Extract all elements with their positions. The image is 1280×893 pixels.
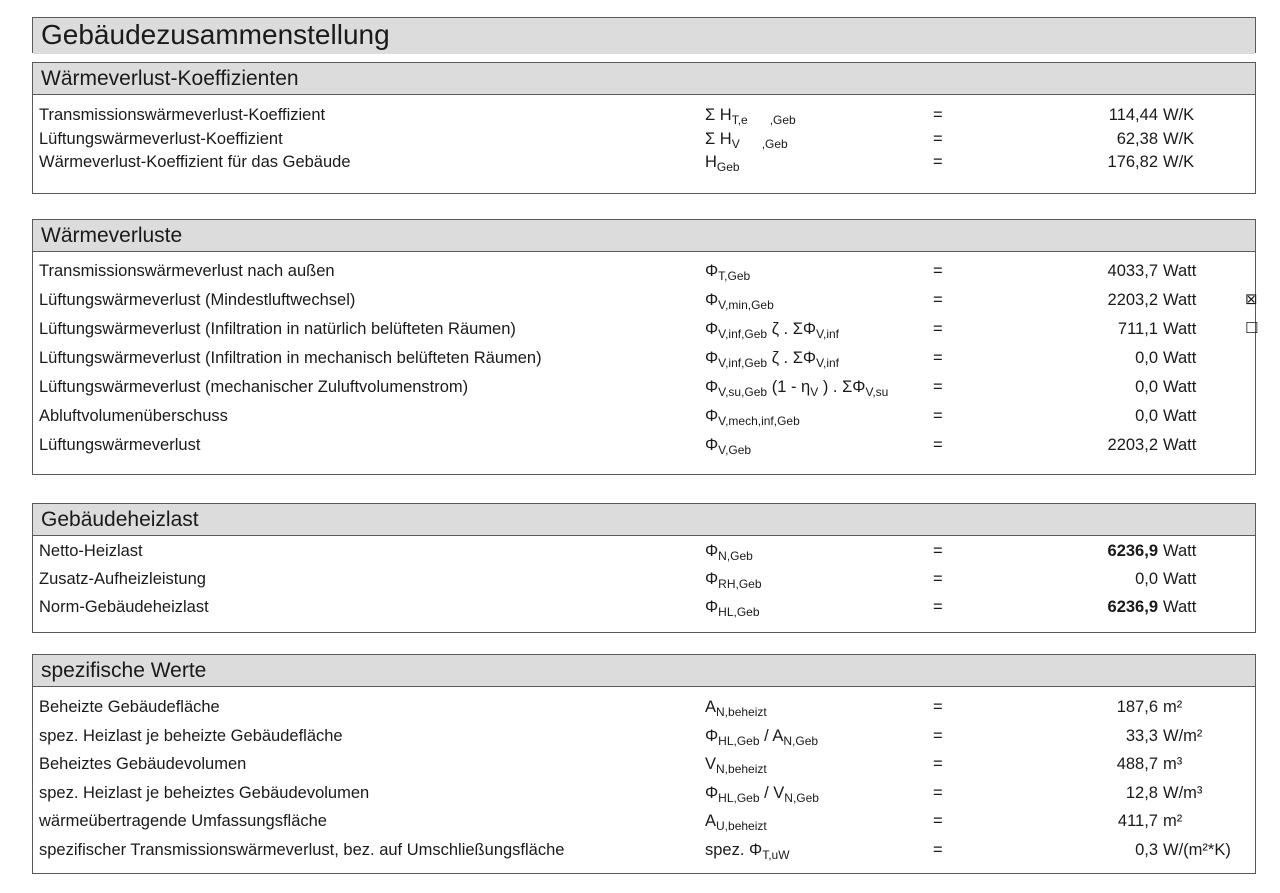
section-title: spezifische Werte [33,655,1255,687]
row-value: 62,38 [1116,129,1158,148]
formula-symbol [705,405,800,427]
row-label: Wärmeverlust-Koeffizient für das Gebäude [39,153,351,171]
row-unit: W/K [1163,129,1195,148]
row-value: 0,0 [1135,407,1158,425]
equals-sign: = [933,726,943,745]
symbol-main: Σ H [705,129,732,148]
row-label: Lüftungswärmeverlust [39,436,201,454]
row-label: spez. Heizlast je beheizte Gebäudefläche [39,726,343,745]
table-row [33,434,1255,458]
table-row [33,568,1255,592]
option-checkbox[interactable]: ⊠ [1245,291,1258,308]
symbol-tail: / V [759,783,785,802]
symbol-main: H [705,153,717,171]
row-unit: m² [1163,698,1183,716]
row-unit: Watt [1163,570,1197,588]
symbol-subscript: U,beheizt [716,819,767,833]
row-unit: Watt [1163,378,1197,396]
table-row [33,405,1255,429]
row-unit: W/(m²*K) [1163,840,1231,859]
formula-symbol [705,318,839,340]
equals-sign: = [933,407,943,425]
table-row [33,696,1255,720]
row-value: 488,7 [1116,755,1158,773]
formula-symbol [705,782,819,804]
equals-sign: = [933,129,943,148]
symbol-main: Φ [705,726,719,745]
equals-sign: = [933,349,943,367]
row-value: 6236,9 [1107,598,1158,616]
formula-symbol [705,839,790,861]
row-value: 6236,9 [1107,542,1158,560]
row-label: Netto-Heizlast [39,542,143,560]
symbol-subscript: N,Geb [783,733,819,748]
equals-sign: = [933,840,943,859]
row-label: Transmissionswärmeverlust nach außen [39,262,335,280]
row-label: Lüftungswärmeverlust-Koeffizient [39,129,283,148]
row-value: 0,0 [1135,570,1158,588]
row-unit: Watt [1163,349,1197,367]
row-value: 4033,7 [1107,262,1158,280]
formula-symbol [705,347,839,369]
row-label: wärmeübertragende Umfassungsfläche [39,812,327,830]
row-value: 0,0 [1135,349,1158,367]
symbol-subscript: HL,Geb [718,605,760,619]
formula-symbol [705,128,788,150]
formula-symbol [705,596,760,618]
formula-symbol [705,260,750,282]
equals-sign: = [933,783,943,802]
row-unit: Watt [1163,262,1197,280]
row-label: Lüftungswärmeverlust (mechanischer Zuluftvolumenstrom) [39,378,469,396]
row-unit: Watt [1163,291,1197,309]
symbol-subscript: V,inf,Geb [718,356,768,370]
section-title: Wärmeverlust-Koeffizienten [33,63,1255,95]
row-label: Norm-Gebäudeheizlast [39,598,209,616]
equals-sign: = [933,378,943,396]
table-row [33,376,1255,400]
symbol-main: Φ [705,783,719,802]
row-value: 0,3 [1135,840,1158,859]
row-unit: Watt [1163,407,1197,425]
row-value: 711,1 [1117,320,1158,338]
row-value: 187,6 [1116,698,1158,716]
page-title: Gebäudezusammenstellung [33,18,1255,54]
symbol-main: Φ [705,378,719,396]
option-checkbox[interactable]: ☐ [1245,320,1259,337]
symbol-subscript: T,uW [762,847,790,862]
row-unit: m³ [1163,755,1183,773]
row-unit: Watt [1163,542,1197,560]
symbol-subscript: ,Geb [769,113,796,127]
section-waermeverluste [32,219,1259,475]
symbol-main: A [705,698,717,716]
row-unit: Watt [1163,320,1197,338]
equals-sign: = [933,598,943,616]
table-row [33,128,1255,152]
formula-symbol [705,104,796,126]
section-spezifische-werte [32,654,1256,874]
symbol-tail: ) . ΣΦ [818,378,866,396]
formula-symbol [705,376,888,398]
table-row [33,151,1255,175]
equals-sign: = [933,542,943,560]
symbol-main: Φ [705,291,719,309]
row-label: spezifischer Transmissionswärmeverlust, bez. auf Umschließungsfläche [39,840,565,859]
row-label: Lüftungswärmeverlust (Infiltration in natürlich belüfteten Räumen) [39,320,516,338]
symbol-tail: ζ . ΣΦ [767,320,817,338]
row-label: Beheiztes Gebäudevolumen [39,755,247,773]
equals-sign: = [933,570,943,588]
row-unit: W/m² [1163,726,1203,745]
symbol-subscript: HL,Geb [718,733,760,748]
symbol-subscript: N,Geb [784,790,819,805]
row-label: spez. Heizlast je beheiztes Gebäudevolumen [39,783,370,802]
section-title: Gebäudeheizlast [33,504,1255,536]
symbol-subscript: T,e [731,113,748,127]
row-unit: Watt [1163,598,1197,616]
symbol-subscript: N,beheizt [716,762,767,776]
equals-sign: = [933,320,943,338]
equals-sign: = [933,262,943,280]
row-value: 12,8 [1125,783,1158,802]
table-row [33,318,1259,342]
symbol-tail: (1 - η [767,378,811,396]
symbol-main: Φ [705,436,719,454]
equals-sign: = [933,698,943,716]
symbol-tail: ζ . ΣΦ [767,349,817,367]
symbol-main: Φ [705,598,719,616]
page-title-box [32,17,1256,53]
symbol-subscript: N,beheizt [716,705,767,719]
row-unit: W/K [1163,153,1195,171]
symbol-main: spez. Φ [705,840,763,859]
symbol-main: Φ [705,407,719,425]
symbol-subscript: V,Geb [718,443,752,457]
row-label: Beheizte Gebäudefläche [39,698,220,716]
symbol-main: Φ [705,542,719,560]
equals-sign: = [933,436,943,454]
section-gebaeudeheizlast [32,503,1256,633]
symbol-subscript: V [810,385,819,399]
row-value: 33,3 [1125,726,1158,745]
equals-sign: = [933,812,943,830]
formula-symbol [705,725,818,747]
table-row [33,104,1255,128]
row-unit: W/K [1163,106,1195,124]
symbol-subscript: ,Geb [761,136,788,151]
symbol-main: V [705,755,717,773]
row-unit: Watt [1163,436,1197,454]
symbol-subscript: V,inf [816,356,840,370]
table-row [33,810,1255,834]
equals-sign: = [933,755,943,773]
row-value: 2203,2 [1107,436,1158,454]
table-row [33,839,1255,863]
formula-symbol [705,289,774,311]
row-unit: W/m³ [1163,783,1203,802]
row-value: 176,82 [1107,153,1158,171]
formula-symbol [705,540,753,562]
table-row [33,347,1255,371]
formula-symbol [705,568,762,590]
symbol-main: Φ [705,349,719,367]
symbol-main: Φ [705,262,719,280]
symbol-subscript: Geb [716,160,740,174]
section-title: Wärmeverluste [33,220,1255,252]
symbol-subscript: HL,Geb [718,790,760,805]
symbol-main: Σ H [705,106,732,124]
row-value: 411,7 [1117,812,1158,830]
symbol-subscript: RH,Geb [718,577,762,591]
table-row [33,782,1255,806]
equals-sign: = [933,291,943,309]
symbol-main: Φ [705,570,719,588]
table-row [33,725,1255,749]
table-row [33,596,1255,620]
symbol-main: A [705,812,717,830]
symbol-subscript: V,su,Geb [718,385,768,399]
row-label: Lüftungswärmeverlust (Infiltration in mechanisch belüfteten Räumen) [39,349,542,367]
symbol-subscript: V,inf,Geb [718,327,768,341]
equals-sign: = [933,106,943,124]
symbol-subscript: V [731,136,740,151]
symbol-subscript: N,Geb [718,549,753,563]
row-value: 114,44 [1108,106,1158,124]
row-label: Abluftvolumenüberschuss [39,407,228,425]
section-koeffizienten [32,62,1256,194]
formula-symbol [705,753,767,775]
formula-symbol [705,696,767,718]
symbol-subscript: V,min,Geb [718,298,774,312]
row-value: 2203,2 [1107,291,1158,309]
table-row [33,260,1255,284]
formula-symbol [705,434,751,456]
symbol-subscript: V,su [865,385,889,399]
row-label: Zusatz-Aufheizleistung [39,570,206,588]
symbol-tail: / A [759,726,784,745]
row-label: Transmissionswärmeverlust-Koeffizient [39,106,326,124]
row-value: 0,0 [1135,378,1158,396]
formula-symbol [705,810,767,832]
symbol-subscript: V,mech,inf,Geb [718,414,800,428]
row-unit: m² [1163,812,1183,830]
symbol-subscript: V,inf [816,327,840,341]
table-row [33,540,1255,564]
row-label: Lüftungswärmeverlust (Mindestluftwechsel) [39,291,356,309]
table-row [33,753,1255,777]
formula-symbol [705,151,740,173]
symbol-main: Φ [705,320,719,338]
symbol-subscript: T,Geb [718,269,751,283]
equals-sign: = [933,153,943,171]
table-row [33,289,1258,313]
